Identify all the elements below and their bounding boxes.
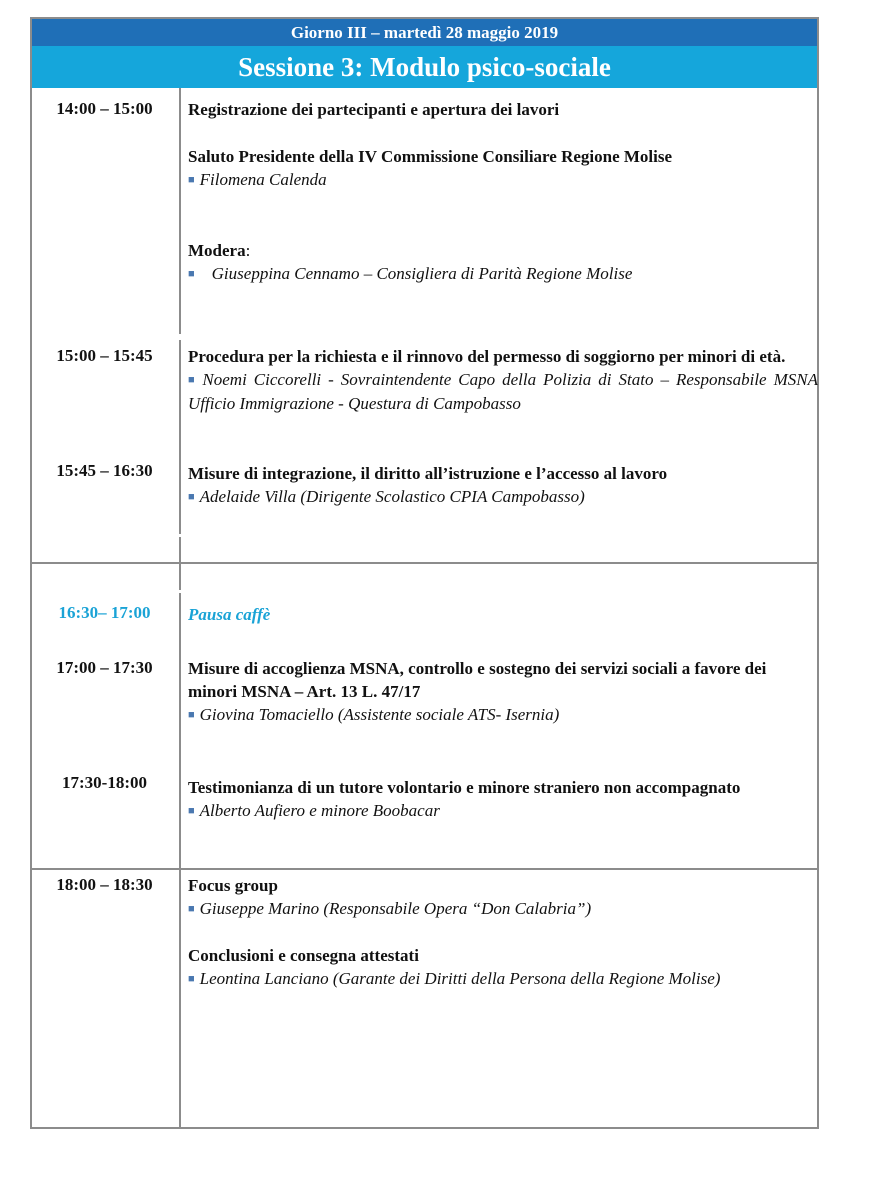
- time-slot: 15:00 – 15:45: [56, 346, 153, 365]
- item-title: Misure di accoglienza MSNA, controllo e sostegno dei servizi sociali a favore dei minori MSNA – Art. 13 L. 47/17: [188, 659, 767, 701]
- bullet-icon: ■: [188, 903, 195, 915]
- time-slot: 18:00 – 18:30: [56, 875, 153, 894]
- speaker: [188, 168, 818, 192]
- session-item: [188, 776, 818, 823]
- item-title: Saluto Presidente della IV Commissione Consiliare Regione Molise: [188, 147, 673, 166]
- time-slot: 16:30– 17:00: [58, 603, 151, 622]
- bullet-icon: ■: [188, 709, 195, 721]
- program-table: [30, 17, 819, 1129]
- session-item: [188, 874, 818, 921]
- time-slot: 14:00 – 15:00: [56, 99, 153, 118]
- title-suffix: :: [245, 241, 251, 260]
- day-header: Giorno III – martedì 28 maggio 2019: [32, 19, 817, 46]
- bullet-icon: ■: [188, 973, 195, 985]
- column-divider: [179, 593, 181, 868]
- speaker-name: Giovina Tomaciello (Assistente sociale ATS- Isernia): [199, 705, 560, 724]
- time-slot: 17:30-18:00: [62, 773, 147, 792]
- session-item: [188, 657, 818, 727]
- item-title: Focus group: [188, 876, 278, 895]
- speaker-name: Filomena Calenda: [199, 170, 327, 189]
- bullet-icon: ■: [188, 491, 195, 503]
- column-divider: [179, 870, 181, 1129]
- speaker: [188, 703, 818, 727]
- item-title: Testimonianza di un tutore volontario e minore straniero non accompagnato: [188, 778, 741, 797]
- session-item: [188, 239, 818, 286]
- speaker-name: Giuseppe Marino (Responsabile Opera “Don Calabria”): [199, 899, 592, 918]
- item-title: Misure di integrazione, il diritto all’istruzione e l’accesso al lavoro: [188, 464, 668, 483]
- column-divider: [179, 340, 181, 534]
- column-divider: [179, 564, 181, 590]
- speaker-name: Adelaide Villa (Dirigente Scolastico CPIA Campobasso): [199, 487, 585, 506]
- speaker-name: Alberto Aufiero e minore Boobacar: [199, 801, 440, 820]
- item-title: Registrazione dei partecipanti e apertura dei lavori: [188, 100, 560, 119]
- speaker: [188, 485, 818, 509]
- speaker: [188, 262, 818, 286]
- speaker: [188, 799, 818, 823]
- speaker: [188, 967, 818, 991]
- speaker: [188, 897, 818, 921]
- item-title: Procedura per la richiesta e il rinnovo del permesso di soggiorno per minori di età.: [188, 347, 786, 366]
- session-item: [188, 462, 818, 509]
- time-slot: 15:45 – 16:30: [56, 461, 153, 480]
- column-divider: [179, 537, 181, 562]
- pause-label: Pausa caffè: [188, 605, 271, 624]
- bullet-icon: ■: [188, 268, 195, 280]
- speaker-name: Giuseppina Cennamo – Consigliera di Parità Regione Molise: [211, 264, 633, 283]
- item-title: Conclusioni e consegna attestati: [188, 946, 419, 965]
- session-header: Sessione 3: Modulo psico-sociale: [32, 46, 817, 88]
- session-item: [188, 603, 818, 626]
- speaker-name: Noemi Ciccorelli - Sovraintendente Capo della Polizia di Stato – Responsabile MSNA Ufficio Immigrazione - Questura di Campobasso: [188, 370, 818, 413]
- time-slot: 17:00 – 17:30: [56, 658, 153, 677]
- session-item: [188, 944, 818, 991]
- item-title: Modera: [188, 241, 246, 260]
- session-item: [188, 345, 818, 415]
- speaker-name: Leontina Lanciano (Garante dei Diritti della Persona della Regione Molise): [199, 969, 721, 988]
- row-divider: [32, 868, 817, 870]
- bullet-icon: ■: [188, 374, 198, 386]
- session-item: [188, 145, 818, 192]
- bullet-icon: ■: [188, 805, 195, 817]
- column-divider: [179, 88, 181, 334]
- speaker: [188, 368, 818, 415]
- session-item: [188, 98, 818, 121]
- row-divider: [32, 562, 817, 564]
- bullet-icon: ■: [188, 174, 195, 186]
